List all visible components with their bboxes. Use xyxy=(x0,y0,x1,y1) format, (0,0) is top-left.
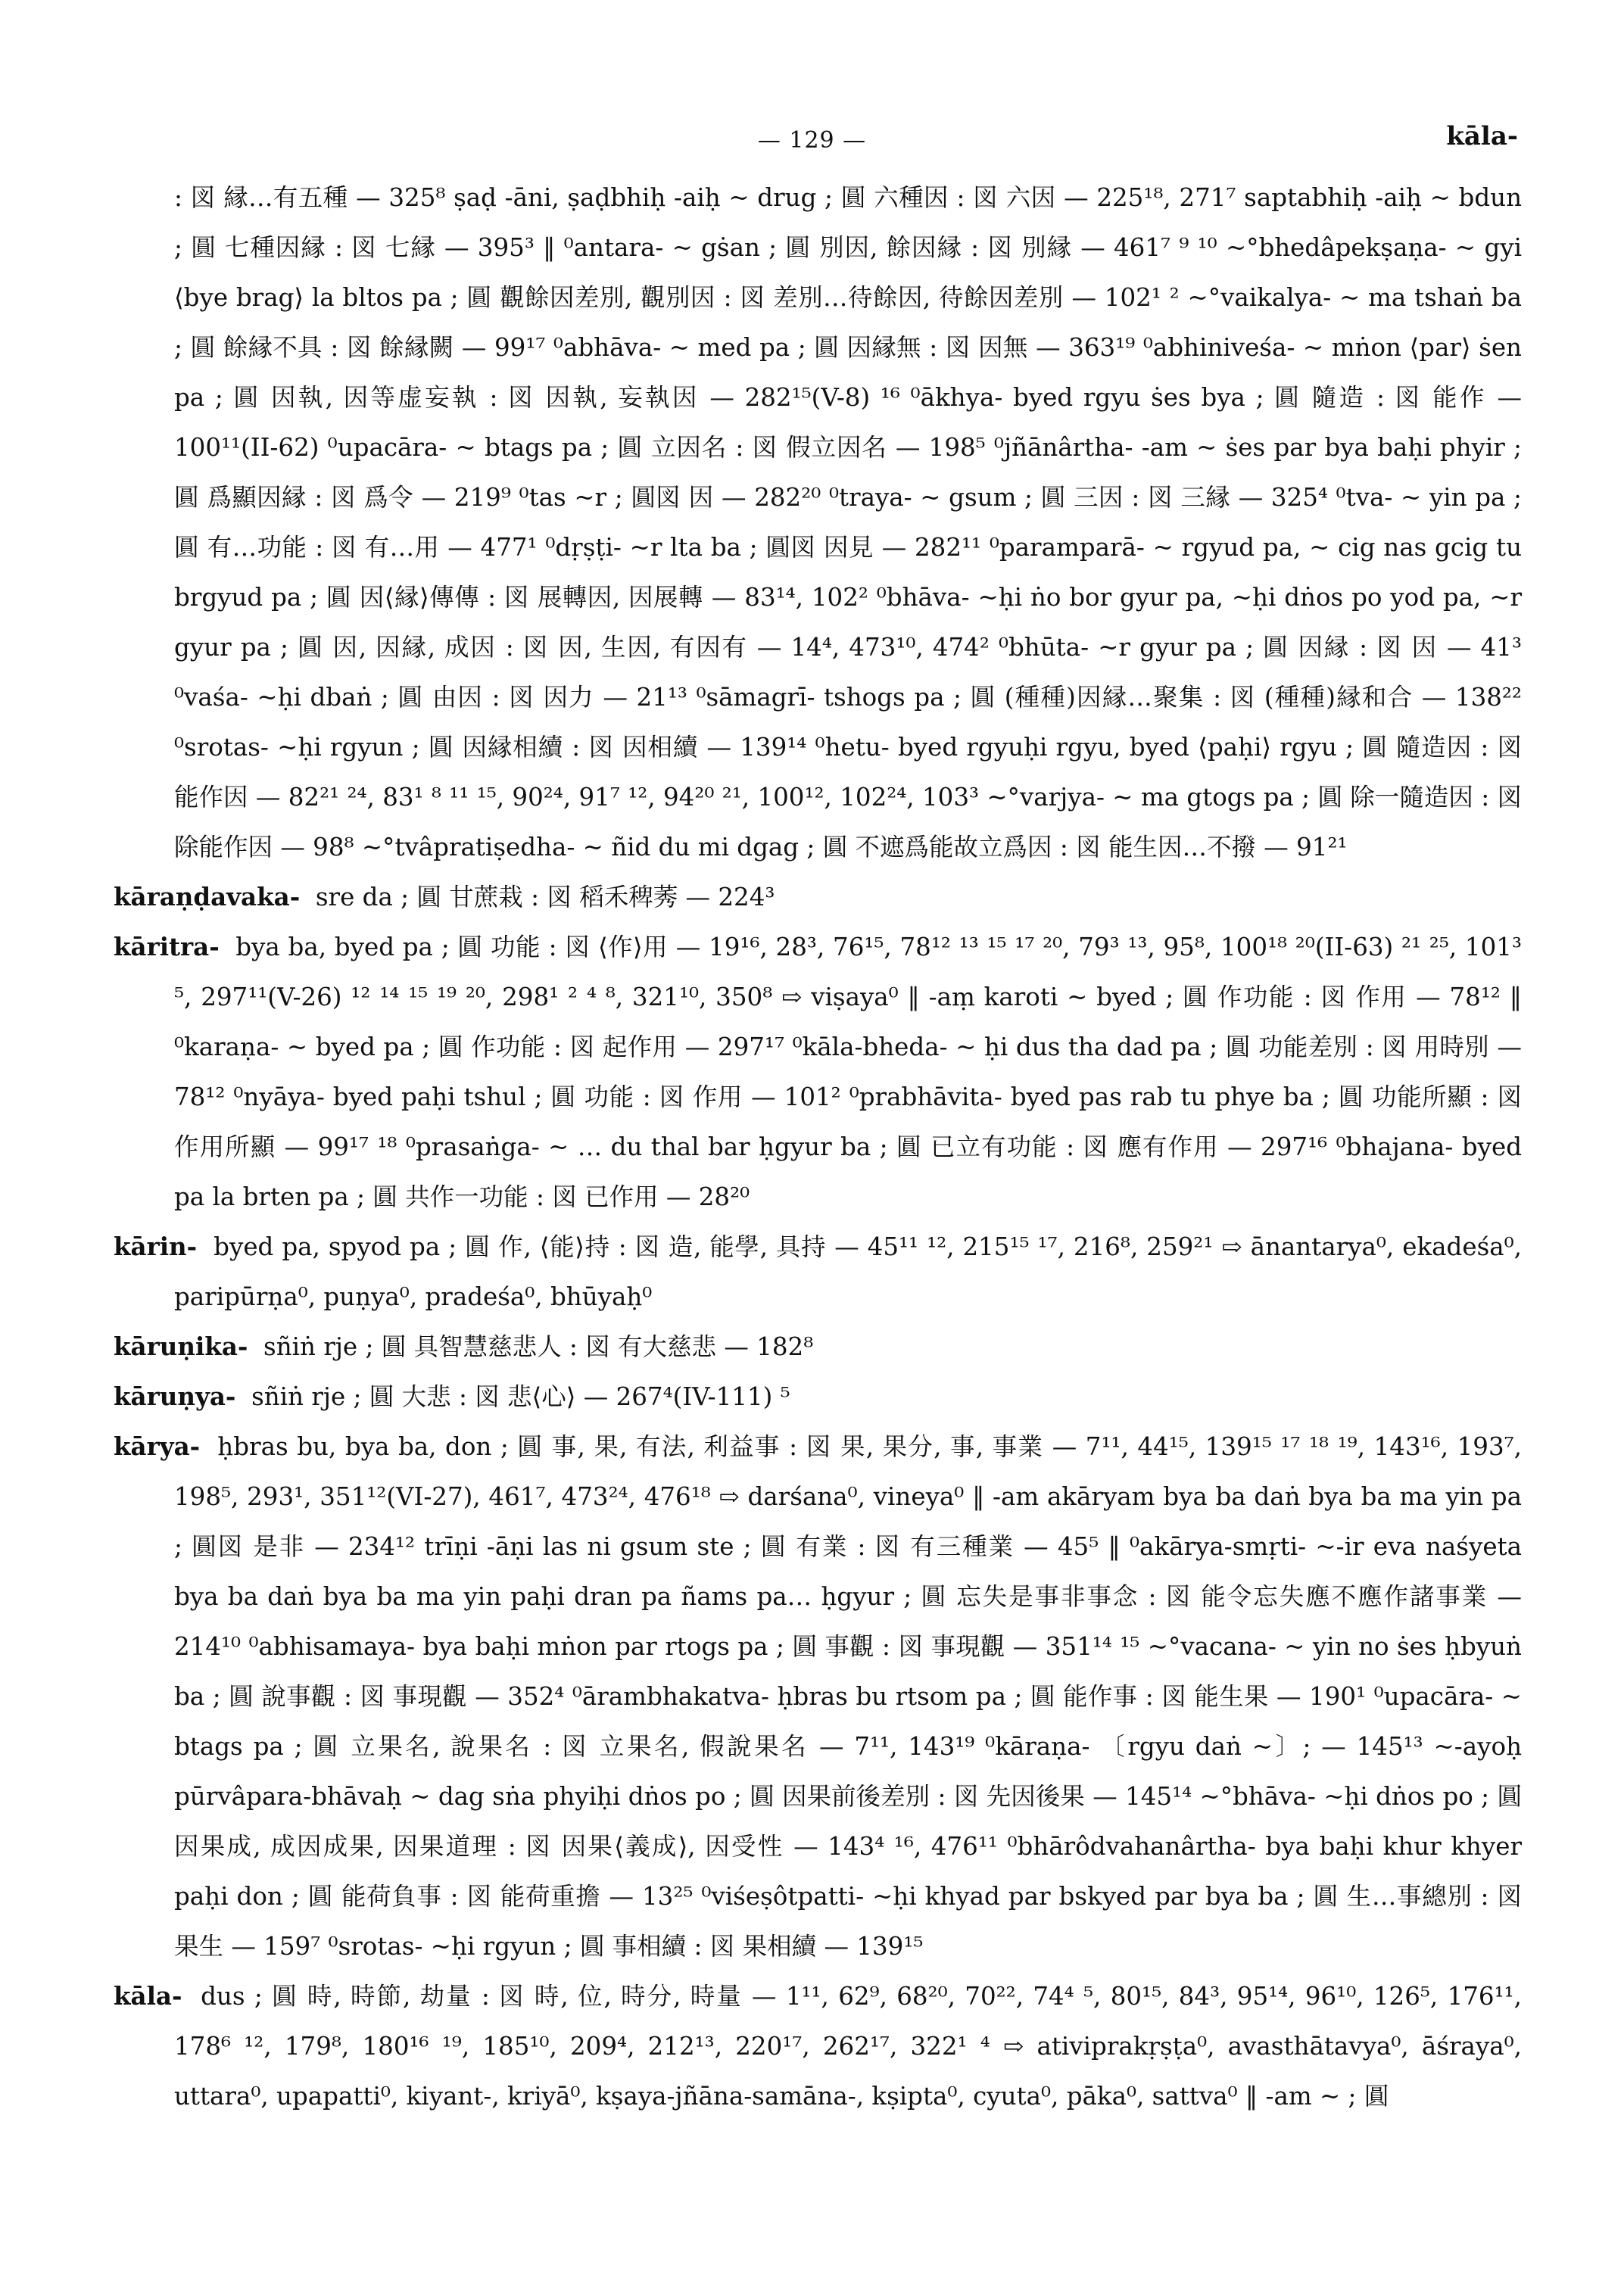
entry-karitra xyxy=(114,922,1522,1222)
dictionary-body xyxy=(114,173,1522,2121)
headword: kāritra- xyxy=(114,932,220,961)
entry-karunya xyxy=(114,1372,1522,1422)
headword: kārin- xyxy=(114,1232,198,1261)
entry-karya xyxy=(114,1422,1522,1971)
headword: kārya- xyxy=(114,1432,201,1461)
headword: kāla- xyxy=(114,1981,182,2011)
entry-text: sñiṅ rje ; 圓 大悲 : 図 悲⟨心⟩ — 267⁴(IV-111) ⁵ xyxy=(251,1382,790,1411)
entry-karunika xyxy=(114,1322,1522,1372)
entry-karandavaka xyxy=(114,872,1522,922)
entry-continuation xyxy=(114,173,1522,872)
entry-text: : 図 縁…有五種 — 325⁸ ṣaḍ -āni, ṣaḍbhiḥ -aiḥ ~ drug ; 圓 六種因 : 図 六因 — 225¹⁸, 271⁷ saptabhiḥ -aiḥ ~ bdun ; 圓 七種因縁 : 図 七縁 — 395³ ‖ ⁰antara- ~ gṡan ; 圓 別因, 餘因縁 : 図 別縁 — 461⁷ ⁹ ¹⁰ ~°bhedâpekṣaṇa- ~ gyi ⟨bye brag⟩ la bltos pa ; 圓 觀餘因差別, 觀別因 : 図 差別…待餘因, 待餘因差別 — 102¹ ² ~°vaikalya- ~ ma tshaṅ ba ; 圓 餘縁不具 : 図 餘縁闕 — 99¹⁷ ⁰abhāva- ~ med pa ; 圓 因縁無 : 図 因無 — 363¹⁹ ⁰abhiniveśa- ~ mṅon ⟨par⟩ ṡen pa ; 圓 因執, 因等虚妄執 : 図 因執, 妄執因 — 282¹⁵(V-8) ¹⁶ ⁰ākhya- byed rgyu ṡes bya ; 圓 隨造 : 図 能作 — 100¹¹(II-62) ⁰upacāra- ~ btags pa ; 圓 立因名 : 図 假立因名 — 198⁵ ⁰jñānârtha- -am ~ ṡes par bya baḥi phyir ; 圓 爲顯因縁 : 図 爲令 — 219⁹ ⁰tas ~r ; 圓図 因 — 282²⁰ ⁰traya- ~ gsum ; 圓 三因 : 図 三縁 — 325⁴ ⁰tva- ~ yin pa ; 圓 有…功能 : 図 有…用 — 477¹ ⁰dṛṣṭi- ~r lta ba ; 圓図 因見 — 282¹¹ ⁰paramparā- ~ rgyud pa, ~ cig nas gcig tu brgyud pa ; 圓 因⟨縁⟩傳傳 : 図 展轉因, 因展轉 — 83¹⁴, 102² ⁰bhāva- ~ḥi ṅo bor gyur pa, ~ḥi dṅos po yod pa, ~r gyur pa ; 圓 因, 因縁, 成因 : 図 因, 生因, 有因有 — 14⁴, 473¹⁰, 474² ⁰bhūta- ~r gyur pa ; 圓 因縁 : 図 因 — 41³ ⁰vaśa- ~ḥi dbaṅ ; 圓 由因 : 図 因力 — 21¹³ ⁰sāmagrī- tshogs pa ; 圓 (種種)因縁…聚集 : 図 (種種)縁和合 — 138²² ⁰srotas- ~ḥi rgyun ; 圓 因縁相續 : 図 因相續 — 139¹⁴ ⁰hetu- byed rgyuḥi rgyu, byed ⟨paḥi⟩ rgyu ; 圓 隨造因 : 図 能作因 — 82²¹ ²⁴, 83¹ ⁸ ¹¹ ¹⁵, 90²⁴, 91⁷ ¹², 94²⁰ ²¹, 100¹², 102²⁴, 103³ ~°varjya- ~ ma gtogs pa ; 圓 除一隨造因 : 図 除能作因 — 98⁸ ~°tvâpratiṣedha- ~ ñid du mi dgag ; 圓 不遮爲能故立爲因 : 図 能生因…不撥 — 91²¹ xyxy=(174,183,1522,861)
entry-kala xyxy=(114,1971,1522,2121)
entry-text: sñiṅ rje ; 圓 具智慧慈悲人 : 図 有大慈悲 — 182⁸ xyxy=(263,1332,814,1361)
headword: kāruṇya- xyxy=(114,1382,236,1411)
entry-text: dus ; 圓 時, 時節, 劫量 : 図 時, 位, 時分, 時量 — 1¹¹, 62⁹, 68²⁰, 70²², 74⁴ ⁵, 80¹⁵, 84³, 95¹⁴, 96¹⁰, 126⁵, 176¹¹, 178⁶ ¹², 179⁸, 180¹⁶ ¹⁹, 185¹⁰, 209⁴, 212¹³, 220¹⁷, 262¹⁷, 322¹ ⁴ ⇨ ativiprakṛṣṭa⁰, avasthātavya⁰, āśraya⁰, uttara⁰, upapatti⁰, kiyant-, kriyā⁰, kṣaya-jñāna-samāna-, kṣipta⁰, cyuta⁰, pāka⁰, sattva⁰ ‖ -am ~ ; 圓 xyxy=(174,1982,1522,2111)
page-number: — 129 — xyxy=(757,127,867,154)
entry-karin xyxy=(114,1222,1522,1322)
entry-text: ḥbras bu, bya ba, don ; 圓 事, 果, 有法, 利益事 : 図 果, 果分, 事, 事業 — 7¹¹, 44¹⁵, 139¹⁵ ¹⁷ ¹⁸ ¹⁹, 143¹⁶, 193⁷, 198⁵, 293¹, 351¹²(VI-27), 461⁷, 473²⁴, 476¹⁸ ⇨ darśana⁰, vineya⁰ ‖ -am akāryam bya ba daṅ bya ba ma yin pa ; 圓図 是非 — 234¹² trīṇi -āṇi las ni gsum ste ; 圓 有業 : 図 有三種業 — 45⁵ ‖ ⁰akārya-smṛti- ~-ir eva naśyeta bya ba daṅ bya ba ma yin paḥi dran pa ñams pa… ḥgyur ; 圓 忘失是事非事念 : 図 能令忘失應不應作諸事業 — 214¹⁰ ⁰abhisamaya- bya baḥi mṅon par rtogs pa ; 圓 事觀 : 図 事現觀 — 351¹⁴ ¹⁵ ~°vacana- ~ yin no ṡes ḥbyuṅ ba ; 圓 說事觀 : 図 事現觀 — 352⁴ ⁰ārambhakatva- ḥbras bu rtsom pa ; 圓 能作事 : 図 能生果 — 190¹ ⁰upacāra- ~ btags pa ; 圓 立果名, 說果名 : 図 立果名, 假說果名 — 7¹¹, 143¹⁹ ⁰kāraṇa- 〔rgyu daṅ ~〕; — 145¹³ ~-ayoḥ pūrvâpara-bhāvaḥ ~ dag sṅa phyiḥi dṅos po ; 圓 因果前後差別 : 図 先因後果 — 145¹⁴ ~°bhāva- ~ḥi dṅos po ; 圓 因果成, 成因成果, 因果道理 : 図 因果⟨義成⟩, 因受性 — 143⁴ ¹⁶, 476¹¹ ⁰bhārôdvahanârtha- bya baḥi khur khyer paḥi don ; 圓 能荷負事 : 図 能荷重擔 — 13²⁵ ⁰viśeṣôtpatti- ~ḥi khyad par bskyed par bya ba ; 圓 生…事總別 : 図 果生 — 159⁷ ⁰srotas- ~ḥi rgyun ; 圓 事相續 : 図 果相續 — 139¹⁵ xyxy=(174,1432,1522,1961)
entry-text: bya ba, byed pa ; 圓 功能 : 図 ⟨作⟩用 — 19¹⁶, 28³, 76¹⁵, 78¹² ¹³ ¹⁵ ¹⁷ ²⁰, 79³ ¹³, 95⁸, 100¹⁸ ²⁰(II-63) ²¹ ²⁵, 101³ ⁵, 297¹¹(V-26) ¹² ¹⁴ ¹⁵ ¹⁹ ²⁰, 298¹ ² ⁴ ⁸, 321¹⁰, 350⁸ ⇨ viṣaya⁰ ‖ -aṃ karoti ~ byed ; 圓 作功能 : 図 作用 — 78¹² ‖ ⁰karaṇa- ~ byed pa ; 圓 作功能 : 図 起作用 — 297¹⁷ ⁰kāla-bheda- ~ ḥi dus tha dad pa ; 圓 功能差別 : 図 用時別 — 78¹² ⁰nyāya- byed paḥi tshul ; 圓 功能 : 図 作用 — 101² ⁰prabhāvita- byed pas rab tu phye ba ; 圓 功能所顯 : 図 作用所顯 — 99¹⁷ ¹⁸ ⁰prasaṅga- ~ … du thal bar ḥgyur ba ; 圓 已立有功能 : 図 應有作用 — 297¹⁶ ⁰bhajana- byed pa la brten pa ; 圓 共作一功能 : 図 已作用 — 28²⁰ xyxy=(174,933,1522,1211)
headword: kāraṇḍavaka- xyxy=(114,882,301,911)
entry-text: byed pa, spyod pa ; 圓 作, ⟨能⟩持 : 図 造, 能學, 具持 — 45¹¹ ¹², 215¹⁵ ¹⁷, 216⁸, 259²¹ ⇨ ānantarya⁰, ekadeśa⁰, paripūrṇa⁰, puṇya⁰, pradeśa⁰, bhūyaḥ⁰ xyxy=(174,1232,1522,1311)
headword: kāruṇika- xyxy=(114,1332,248,1361)
running-head: kāla- xyxy=(1446,121,1518,151)
entry-text: sre da ; 圓 甘蔗栽 : 図 稻禾稗莠 — 224³ xyxy=(315,883,775,911)
